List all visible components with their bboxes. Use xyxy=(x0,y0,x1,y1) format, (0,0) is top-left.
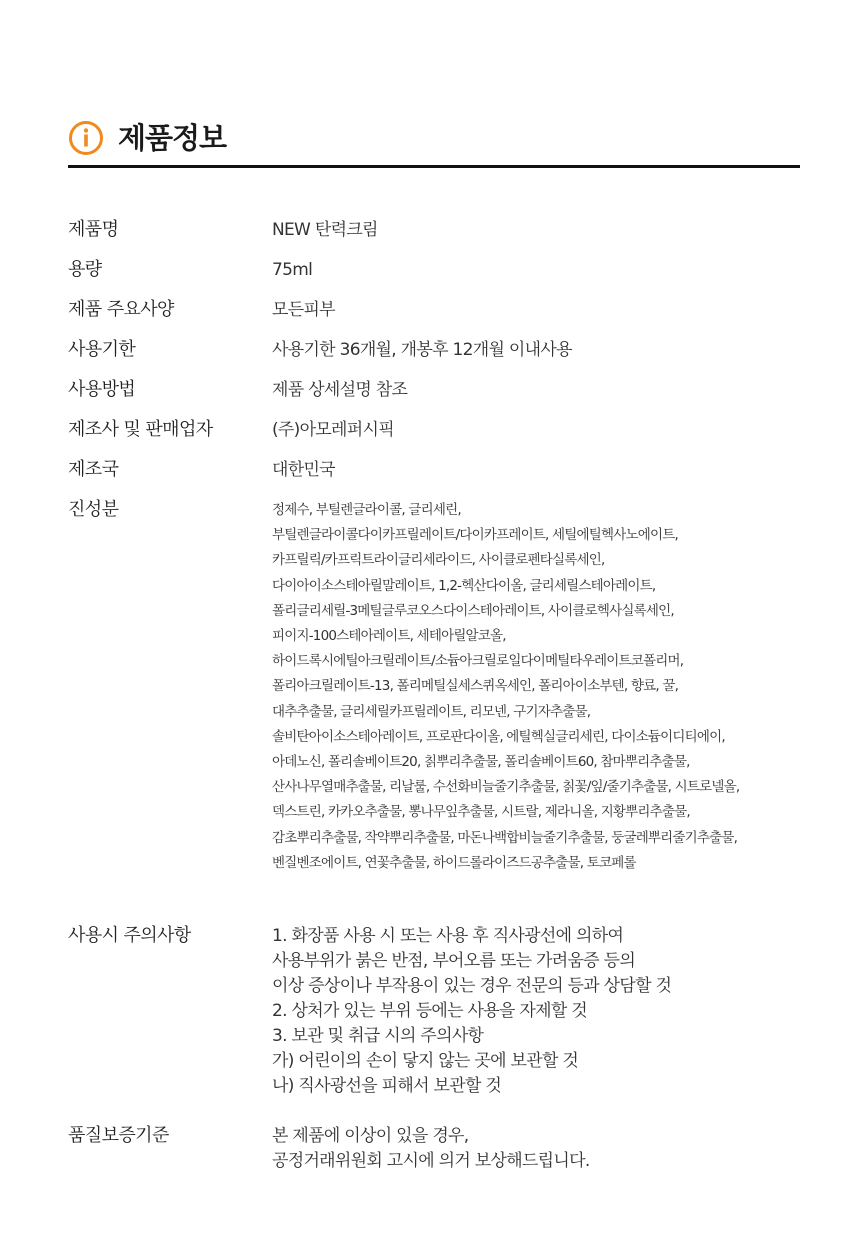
spec-value: (주)아모레퍼시픽 xyxy=(272,420,394,440)
precautions-list xyxy=(272,924,671,1099)
ingredient-line: 솔비탄아이소스테아레이트, 프로판다이올, 에틸헥실글리세린, 다이소듐이디티에이, xyxy=(272,728,725,745)
precaution-line: 가) 어린이의 손이 닿지 않는 곳에 보관할 것 xyxy=(272,1051,579,1071)
precaution-line: 사용부위가 붉은 반점, 부어오름 또는 가려움증 등의 xyxy=(272,951,636,971)
section-header xyxy=(68,120,226,156)
ingredient-line: 감초뿌리추출물, 작약뿌리추출물, 마돈나백합비늘줄기추출물, 둥굴레뿌리줄기추출물, xyxy=(272,829,738,846)
ingredients-list xyxy=(272,498,739,876)
quality-line: 본 제품에 이상이 있을 경우, xyxy=(272,1126,469,1146)
precaution-line: 이상 증상이나 부작용이 있는 경우 전문의 등과 상담할 것 xyxy=(272,976,672,996)
ingredient-line: 벤질벤조에이트, 연꽃추출물, 하이드롤라이즈드공추출물, 토코페롤 xyxy=(272,854,636,871)
ingredient-line: 폴리아크릴레이트-13, 폴리메틸실세스퀴옥세인, 폴리아이소부텐, 향료, 꿀, xyxy=(272,678,679,695)
ingredients-label: 진성분 xyxy=(68,499,119,520)
ingredient-line: 아데노신, 폴리솔베이트20, 칡뿌리추출물, 폴리솔베이트60, 참마뿌리추출물, xyxy=(272,754,690,771)
precaution-line: 1. 화장품 사용 시 또는 사용 후 직사광선에 의하여 xyxy=(272,926,624,946)
title-divider xyxy=(68,165,800,168)
spec-label: 제품명 xyxy=(68,219,119,240)
spec-label: 제품 주요사양 xyxy=(68,299,174,320)
spec-value: 사용기한 36개월, 개봉후 12개월 이내사용 xyxy=(272,340,572,360)
precaution-line: 2. 상처가 있는 부위 등에는 사용을 자제할 것 xyxy=(272,1001,588,1021)
ingredient-line: 덱스트린, 카카오추출물, 뽕나무잎추출물, 시트랄, 제라니올, 지황뿌리추출물, xyxy=(272,804,690,821)
ingredient-line: 폴리글리세릴-3메틸글루코오스다이스테아레이트, 사이클로헥사실록세인, xyxy=(272,602,674,619)
info-icon xyxy=(68,120,104,156)
spec-label: 사용방법 xyxy=(68,379,136,400)
spec-value: 제품 상세설명 참조 xyxy=(272,380,408,400)
quality-line: 공정거래위원회 고시에 의거 보상해드립니다. xyxy=(272,1151,590,1171)
spec-label: 제조국 xyxy=(68,459,119,480)
quality-text xyxy=(272,1124,590,1174)
ingredient-line: 카프릴릭/카프릭트라이글리세라이드, 사이클로펜타실록세인, xyxy=(272,552,605,569)
spec-value: 대한민국 xyxy=(272,460,335,480)
ingredient-line: 하이드록시에틸아크릴레이트/소듐아크릴로일다이메틸타우레이트코폴리머, xyxy=(272,653,684,670)
spec-value: 75ml xyxy=(272,260,313,280)
ingredient-line: 산사나무열매추출물, 리날룰, 수선화비늘줄기추출물, 칡꽃/잎/줄기추출물, 시트로넬올, xyxy=(272,779,740,796)
spec-label: 사용기한 xyxy=(68,339,136,360)
quality-label: 품질보증기준 xyxy=(68,1125,169,1146)
precautions-label: 사용시 주의사항 xyxy=(68,925,191,946)
ingredient-line: 피이지-100스테아레이트, 세테아릴알코올, xyxy=(272,628,506,645)
ingredient-line: 대추추출물, 글리세릴카프릴레이트, 리모넨, 구기자추출물, xyxy=(272,703,591,720)
spec-label: 제조사 및 판매업자 xyxy=(68,419,213,440)
spec-value: 모든피부 xyxy=(272,300,335,320)
spec-label: 용량 xyxy=(68,259,102,280)
precaution-line: 나) 직사광선을 피해서 보관할 것 xyxy=(272,1076,502,1096)
precaution-line: 3. 보관 및 취급 시의 주의사항 xyxy=(272,1026,484,1046)
spec-value: NEW 탄력크림 xyxy=(272,220,378,240)
ingredient-line: 다이아이소스테아릴말레이트, 1,2-헥산다이올, 글리세릴스테아레이트, xyxy=(272,577,656,594)
ingredient-line: 부틸렌글라이콜다이카프릴레이트/다이카프레이트, 세틸에틸헥사노에이트, xyxy=(272,527,678,544)
ingredient-line: 정제수, 부틸렌글라이콜, 글리세린, xyxy=(272,502,461,518)
section-title: 제품정보 xyxy=(118,121,227,155)
